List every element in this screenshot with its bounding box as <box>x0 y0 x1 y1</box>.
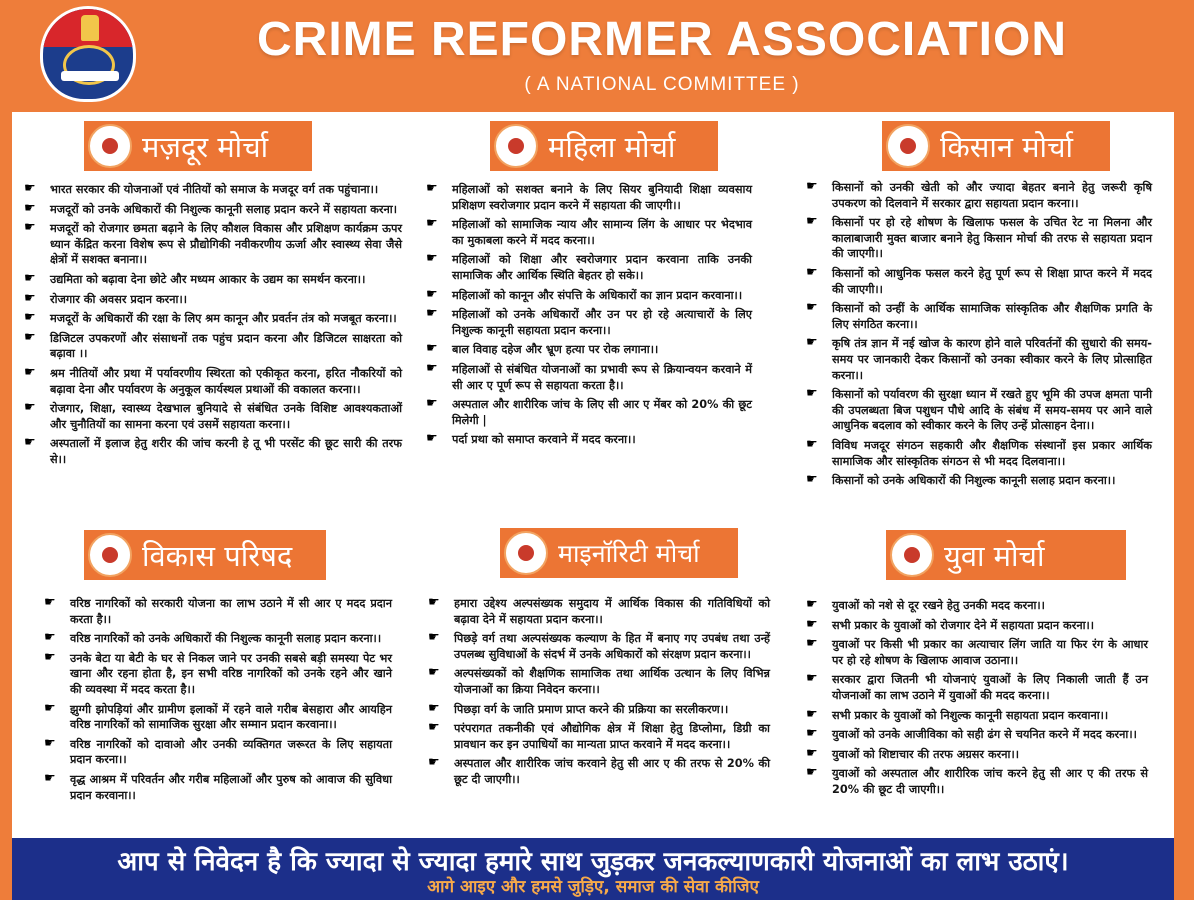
section-header-yuva <box>886 530 1126 580</box>
list-item: ☛ वरिष्ठ नागरिकों को उनके अधिकारों की निशुल्क कानूनी सलाह प्रदान करना।। <box>40 631 392 647</box>
list-item: ☛ रोजगार, शिक्षा, स्वास्थ्य देखभाल बुनियादे से संबंधित उनके विशिष्ट आवश्यकताओं और चुनौतियों का सामना करना एवं उसमें सहायता करना।। <box>20 401 402 432</box>
page-subtitle: ( A NATIONAL COMMITTEE ) <box>524 74 800 95</box>
list-item: ☛ किसानों को उनकी खेती को और ज्यादा बेहतर बनाने हेतु जरूरी कृषि उपकरण को दिलवाने में सरकार द्वारा सहायता प्रदान करना।। <box>802 180 1152 211</box>
list-item: ☛ परंपरागत तकनीकी एवं औद्योगिक क्षेत्र में शिक्षा हेतु डिप्लोमा, डिग्री का प्रावधान कर इन उपाधियों का मान्यता प्राप्त करवाने में मदद करना।। <box>424 721 770 752</box>
section-title: विकास परिषद <box>142 538 293 573</box>
section-list-kisan <box>802 180 1152 493</box>
list-item: ☛ अस्पताल और शारीरिक जांच करवाने हेतु सी आर ए की तरफ से 20% की छूट दी जाएगी।। <box>424 756 770 787</box>
section-logo-icon <box>890 533 934 577</box>
list-item: ☛ सभी प्रकार के युवाओं को रोजगार देने में सहायता प्रदान करना।। <box>802 618 1148 634</box>
list-item: ☛ रोजगार की अवसर प्रदान करना।। <box>20 292 402 308</box>
list-item: ☛ अस्पताल और शारीरिक जांच के लिए सी आर ए मेंबर को 20% की छूट मिलेगी | <box>422 397 752 428</box>
list-item: ☛ मजदूरों को उनके अधिकारों की निशुल्क कानूनी सलाह प्रदान करने में सहायता करना। <box>20 202 402 218</box>
list-item: ☛ महिलाओं को सामाजिक न्याय और सामान्य लिंग के आधार पर भेदभाव का मुकाबला करने में मदद करना।। <box>422 217 752 248</box>
list-item: ☛ कृषि तंत्र ज्ञान में नई खोज के कारण होने वाले परिवर्तनों की सुधारो की समय-समय पर जानकारी देकर किसानों को उनका स्वीकार करने के लिए प्रोत्साहित करना।। <box>802 336 1152 383</box>
list-item: ☛ महिलाओं को कानून और संपत्ति के अधिकारों का ज्ञान प्रदान करवाना।। <box>422 288 752 304</box>
footer-tagline: आगे आइए और हमसे जुड़िए, समाज की सेवा कीजिए <box>427 877 759 897</box>
list-item: ☛ किसानों को आधुनिक फसल करने हेतु पूर्ण रूप से शिक्षा प्राप्त करने में मदद की जाएगी।। <box>802 266 1152 297</box>
list-item: ☛ महिलाओं को सशक्त बनाने के लिए सियर बुनियादी शिक्षा व्यवसाय प्रशिक्षण स्वरोजगार प्रदान करने में सहायता की जाएगी।। <box>422 182 752 213</box>
list-item: ☛ मजदूरों के अधिकारों की रक्षा के लिए श्रम कानून और प्रवर्तन तंत्र को मजबूत करना।। <box>20 311 402 327</box>
section-logo-icon <box>88 124 132 168</box>
list-item: ☛ पिछड़ा वर्ग के जाति प्रमाण प्राप्त करने की प्रक्रिया का सरलीकरण।। <box>424 702 770 718</box>
list-item: ☛ उनके बेटा या बेटी के घर से निकल जाने पर उनकी सबसे बड़ी समस्या पेट भर खाना और रहना होता है, इन सभी वरिष्ठ नागरिकों को उनके रहने और खाने की व्यवस्था में मदद करता है।। <box>40 651 392 698</box>
section-logo-icon <box>88 533 132 577</box>
list-item: ☛ विविध मजदूर संगठन सहकारी और शैक्षणिक संस्थानों इस प्रकार आर्थिक सामाजिक और सांस्कृतिक संगठन से भी मदद दिलवाना।। <box>802 438 1152 469</box>
list-item: ☛ किसानों को उन्हीं के आर्थिक सामाजिक सांस्कृतिक और शैक्षणिक प्रगति के लिए संगठित करना।। <box>802 301 1152 332</box>
list-item: ☛ हमारा उद्देश्य अल्पसंख्यक समुदाय में आर्थिक विकास की गतिविधियों को बढ़ावा देने में सहायता प्रदान करना।। <box>424 596 770 627</box>
section-list-minority <box>424 596 770 792</box>
list-item: ☛ वरिष्ठ नागरिकों को सरकारी योजना का लाभ उठाने में सी आर ए मदद प्रदान करता है।। <box>40 596 392 627</box>
list-item: ☛ युवाओं को शिष्टाचार की तरफ अग्रसर करना।। <box>802 747 1148 763</box>
list-item: ☛ महिलाओं को शिक्षा और स्वरोजगार प्रदान करवाना ताकि उनकी सामाजिक और आर्थिक स्थिति बेहतर हो सके।। <box>422 252 752 283</box>
list-item: ☛ सरकार द्वारा जितनी भी योजनाएं युवाओं के लिए निकाली जाती हैं उन योजनाओं का लाभ उठाने में युवाओं की मदद करना।। <box>802 672 1148 703</box>
section-list-yuva <box>802 598 1148 802</box>
page-title: CRIME REFORMER ASSOCIATION <box>256 13 1067 66</box>
section-logo-icon <box>494 124 538 168</box>
list-item: ☛ युवाओं को नशे से दूर रखने हेतु उनकी मदद करना।। <box>802 598 1148 614</box>
list-item: ☛ पिछड़े वर्ग तथा अल्पसंख्यक कल्याण के हित में बनाए गए उपबंध तथा उन्हें उपलब्ध सुविधाओं के संदर्भ में उनके अधिकारों को संरक्षण प्रदान करना।। <box>424 631 770 662</box>
list-item: ☛ युवाओं को अस्पताल और शारीरिक जांच करने हेतु सी आर ए की तरफ से 20% की छूट दी जाएगी।। <box>802 766 1148 797</box>
list-item: ☛ झुग्गी झोपड़ियां और ग्रामीण इलाकों में रहने वाले गरीब बेसहारा और आयहिन वरिष्ठ नागरिकों को सामाजिक सुरक्षा और सम्मान प्रदान करवाना।। <box>40 702 392 733</box>
list-item: ☛ डिजिटल उपकरणों और संसाधनों तक पहुंच प्रदान करना और डिजिटल साक्षरता को बढ़ावा ।। <box>20 331 402 362</box>
section-list-mazdoor <box>20 182 402 472</box>
list-item: ☛ किसानों को पर्यावरण की सुरक्षा ध्यान में रखते हुए भूमि की उपज क्षमता पानी की उपलब्धता बिज पशुधन पौधे आदि के संबंध में समय-समय पर आने वाले आधुनिक बदलाव को स्वीकार करने के लिए उन्हें प्रोत्साहन देना।। <box>802 387 1152 434</box>
section-header-vikas <box>84 530 326 580</box>
section-title: महिला मोर्चा <box>548 129 676 164</box>
list-item: ☛ किसानों को उनके अधिकारों की निशुल्क कानूनी सलाह प्रदान करना।। <box>802 473 1152 489</box>
list-item: ☛ किसानों पर हो रहे शोषण के खिलाफ फसल के उचित रेट ना मिलना और कालाबाजारी मुक्त बाजार बनाने हेतु किसान मोर्चा की तरफ से सहायता प्रदान की जाएगी।। <box>802 215 1152 262</box>
list-item: ☛ युवाओं को उनके आजीविका को सही ढंग से चयनित करने में मदद करना।। <box>802 727 1148 743</box>
list-item: ☛ वृद्ध आश्रम में परिवर्तन और गरीब महिलाओं और पुरुष को आवाज की सुविधा प्रदान करवाना।। <box>40 772 392 803</box>
list-item: ☛ युवाओं पर किसी भी प्रकार का अत्याचार लिंग जाति या फिर रंग के आधार पर हो रहे शोषण के खिलाफ आवाज उठाना।। <box>802 637 1148 668</box>
section-logo-icon <box>504 531 548 575</box>
list-item: ☛ अस्पतालों में इलाज हेतु शरीर की जांच करनी हे तू भी परसेंट की छूट सारी की तरफ से।। <box>20 436 402 467</box>
section-list-vikas <box>40 596 392 807</box>
list-item: ☛ वरिष्ठ नागरिकों को दावाओ और उनकी व्यक्तिगत जरूरत के लिए सहायता प्रदान करना।। <box>40 737 392 768</box>
section-title: युवा मोर्चा <box>944 538 1045 573</box>
section-header-mahila <box>490 121 718 171</box>
list-item: ☛ बाल विवाह दहेज और भ्रूण हत्या पर रोक लगाना।। <box>422 342 752 358</box>
section-title: माइनॉरिटी मोर्चा <box>558 539 700 568</box>
list-item: ☛ पर्दा प्रथा को समाप्त करवाने में मदद करना।। <box>422 432 752 448</box>
list-item: ☛ भारत सरकार की योजनाओं एवं नीतियों को समाज के मजदूर वर्ग तक पहुंचाना।। <box>20 182 402 198</box>
list-item: ☛ सभी प्रकार के युवाओं को निशुल्क कानूनी सहायता प्रदान करवाना।। <box>802 708 1148 724</box>
list-item: ☛ श्रम नीतियों और प्रथा में पर्यावरणीय स्थिरता को एकीकृत करना, हरित नौकरियों को बढ़ावा देना और पर्यावरण के अनुकूल कार्यस्थल प्रथाओं की वकालत करना।। <box>20 366 402 397</box>
list-item: ☛ महिलाओं से संबंधित योजनाओं का प्रभावी रूप से क्रियान्वयन करवाने में सी आर ए पूर्ण रूप से सहायता करता है।। <box>422 362 752 393</box>
section-header-kisan <box>882 121 1110 171</box>
section-list-mahila <box>422 182 752 452</box>
cra-logo-icon <box>40 6 136 102</box>
list-item: ☛ उद्यमिता को बढ़ावा देना छोटे और मध्यम आकार के उद्यम का समर्थन करना।। <box>20 272 402 288</box>
section-title: किसान मोर्चा <box>940 129 1073 164</box>
section-header-minority <box>500 528 738 578</box>
list-item: ☛ महिलाओं को उनके अधिकारों और उन पर हो रहे अत्याचारों के लिए निशुल्क कानूनी सहायता प्रदान करना।। <box>422 307 752 338</box>
section-title: मज़दूर मोर्चा <box>142 129 269 164</box>
content-panel <box>12 112 1174 838</box>
footer-appeal: आप से निवेदन है कि ज्यादा से ज्यादा हमारे साथ जुड़कर जनकल्याणकारी योजनाओं का लाभ उठाएं। <box>117 847 1069 877</box>
list-item: ☛ मजदूरों को रोजगार छमता बढ़ाने के लिए कौशल विकास और प्रशिक्षण कार्यक्रम ऊपर ध्यान केंद्रित करना विशेष रूप से प्रौद्योगिकी नवीकरणीय ऊर्जा और स्वास्थ्य सेवा जैसे क्षेत्रों में सशक्त बनाना।। <box>20 221 402 268</box>
section-logo-icon <box>886 124 930 168</box>
section-header-mazdoor <box>84 121 312 171</box>
header <box>0 0 1194 112</box>
list-item: ☛ अल्पसंख्यकों को शैक्षणिक सामाजिक तथा आर्थिक उत्थान के लिए विभिन्न योजनाओं का क्रिया निवेदन करना।। <box>424 666 770 697</box>
footer-banner <box>12 838 1174 900</box>
